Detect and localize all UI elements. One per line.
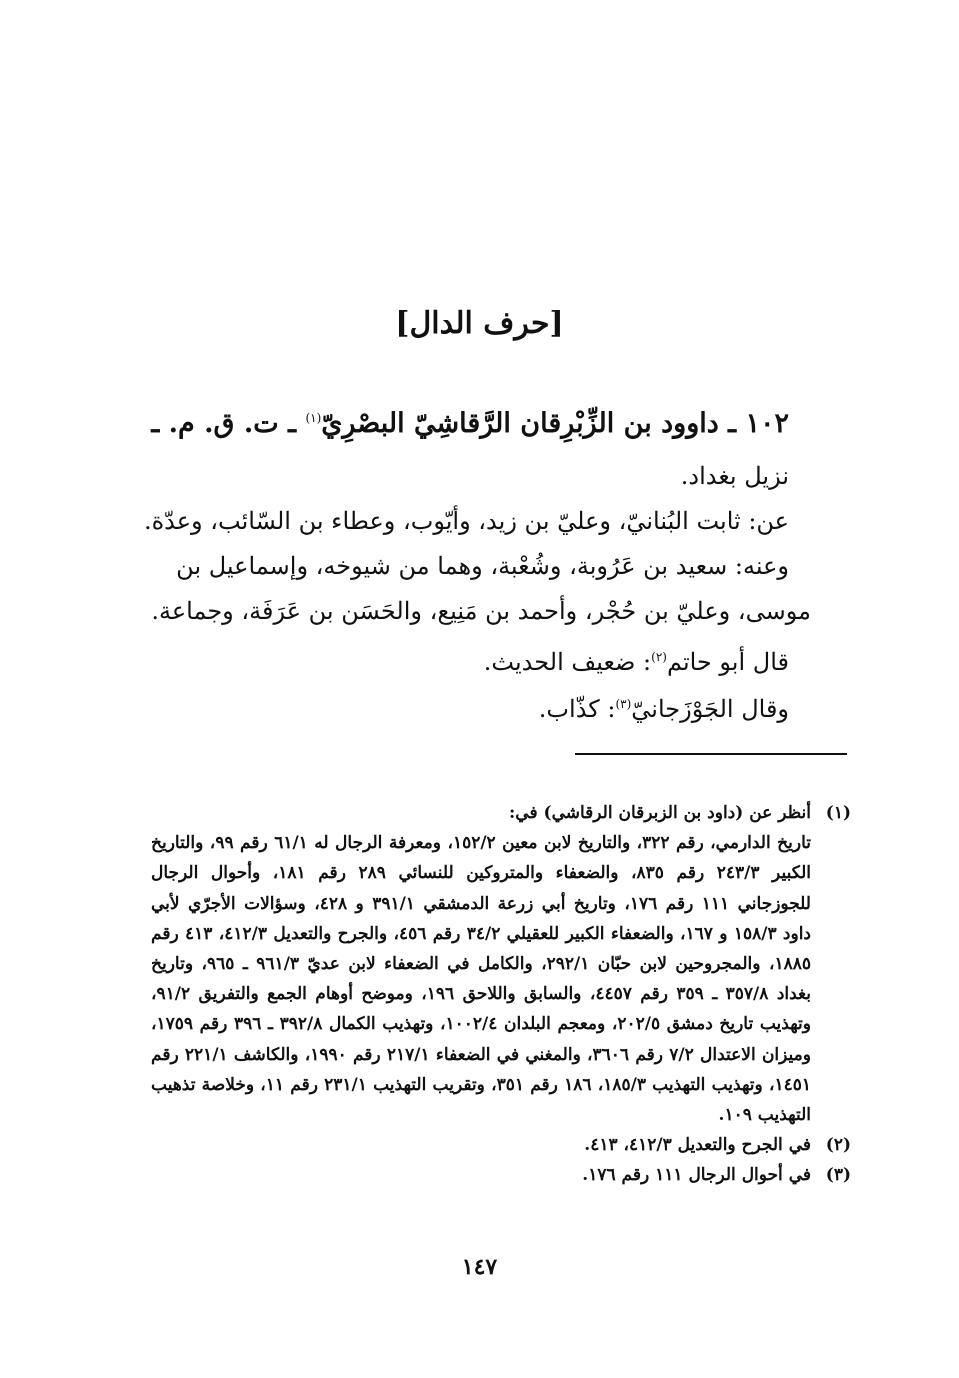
quote-abu-hatim-text: : ضعيف الحديث. <box>483 648 652 676</box>
page-number: ١٤٧ <box>461 1254 498 1280</box>
quote-jawzajani <box>139 683 789 730</box>
students-line-2: موسى، وعليّ بن حُجْر، وأحمد بن مَنِيع، والحَسَن بن عَرَفَة، وجماعة. <box>151 597 811 625</box>
footnotes <box>151 798 851 1191</box>
footnote-1-intro: أنظر عن (داود بن الزبرقان الرقاشي) في: <box>509 803 811 823</box>
quote-abu-hatim-speaker: قال أبو حاتم <box>666 648 789 676</box>
footnote-1-number: (١) <box>825 803 851 823</box>
footnote-2 <box>151 1130 851 1160</box>
quote-jawzajani-text: : كذّاب. <box>538 695 616 723</box>
footnote-divider <box>575 753 847 755</box>
entry-body <box>109 454 811 634</box>
footnote-3-text: في أحوال الرجال ١١١ رقم ١٧٦. <box>582 1165 811 1186</box>
footnote-2-text: في الجرح والتعديل ٤١٢/٣، ٤١٣. <box>584 1135 811 1156</box>
quote-jawzajani-footnote-ref[interactable]: (٣) <box>615 697 632 711</box>
students-line-1: وعنه: سعيد بن عَرُوبة، وشُعْبة، وهما من شيوخه، وإسماعيل بن <box>176 552 789 580</box>
footnote-1 <box>151 798 851 1130</box>
entry-heading <box>129 408 789 439</box>
section-title: [حرف الدال] <box>395 306 564 341</box>
quote-jawzajani-speaker: وقال الجَوْزَجانيّ <box>631 695 789 723</box>
quote-abu-hatim-footnote-ref[interactable]: (٢) <box>651 650 667 664</box>
critics-quotes <box>139 636 789 730</box>
quote-abu-hatim <box>139 636 789 683</box>
entry-heading-sigla: ـ ت. ق. م. ـ <box>151 408 306 439</box>
footnote-2-number: (٢) <box>825 1135 851 1156</box>
teachers-line: عن: ثابت البُنانيّ، وعليّ بن زيد، وأيّوب، وعطاء بن السّائب، وعدّة. <box>143 507 789 535</box>
entry-heading-name: ١٠٢ ـ داوود بن الزِّبْرِقان الرَّقاشِيّ البصْرِيّ <box>321 408 789 439</box>
footnote-3-number: (٣) <box>825 1165 851 1186</box>
footnote-1-body: تاريخ الدارمي، رقم ٣٢٢، والتاريخ لابن معين ١٥٢/٢، ومعرفة الرجال له ٦١/١ رقم ٩٩، والتاريخ الكبير ٢٤٣/٣ رقم ٨٣٥، والضعفاء والمتروكين للنسائي ٢٨٩ رقم ١٨١، وأحوال الرجال للجوزجاني ١١١ رقم ١٧٦، وتاريخ أبي زرعة الدمشقي ٣٩١/١ و ٤٢٨، وسؤالات الأجرّي لأبي داود ١٥٨/٣ و ١٦٧، والضعفاء الكبير للعقيلي ٣٤/٢ رقم ٤٥٦، والجرح والتعديل ٤١٢/٣، ٤١٣ رقم ١٨٨٥، والمجروحين لابن حبّان ٢٩٢/١، والكامل في الضعفاء لابن عديّ ٩٦١/٣ ـ ٩٦٥، وتاريخ بغداد ٣٥٧/٨ ـ ٣٥٩ رقم ٤٤٥٧، والسابق واللاحق ١٩٦، وموضح أوهام الجمع والتفريق ٩١/٢، وتهذيب تاريخ دمشق ٢٠٢/٥، ومعجم البلدان ١٠٠٢/٤، وتهذيب الكمال ٣٩٢/٨ ـ ٣٩٦ رقم ١٧٥٩، وميزان الاعتدال ٧/٢ رقم ٣٦٠٦، والمغني في الضعفاء ٢١٧/١ رقم ١٩٩٠، والكاشف ٢٢١/١ رقم ١٤٥١، وتهذيب التهذيب ١٨٥/٣، ١٨٦ رقم ٣٥١، وتقريب التهذيب ٢٣١/١ رقم ١١، وخلاصة تذهيب التهذيب ١٠٩. <box>151 833 812 1126</box>
residence-line: نزيل بغداد. <box>680 462 789 490</box>
footnote-3 <box>151 1160 851 1190</box>
entry-heading-footnote-ref[interactable]: (١) <box>305 411 322 425</box>
